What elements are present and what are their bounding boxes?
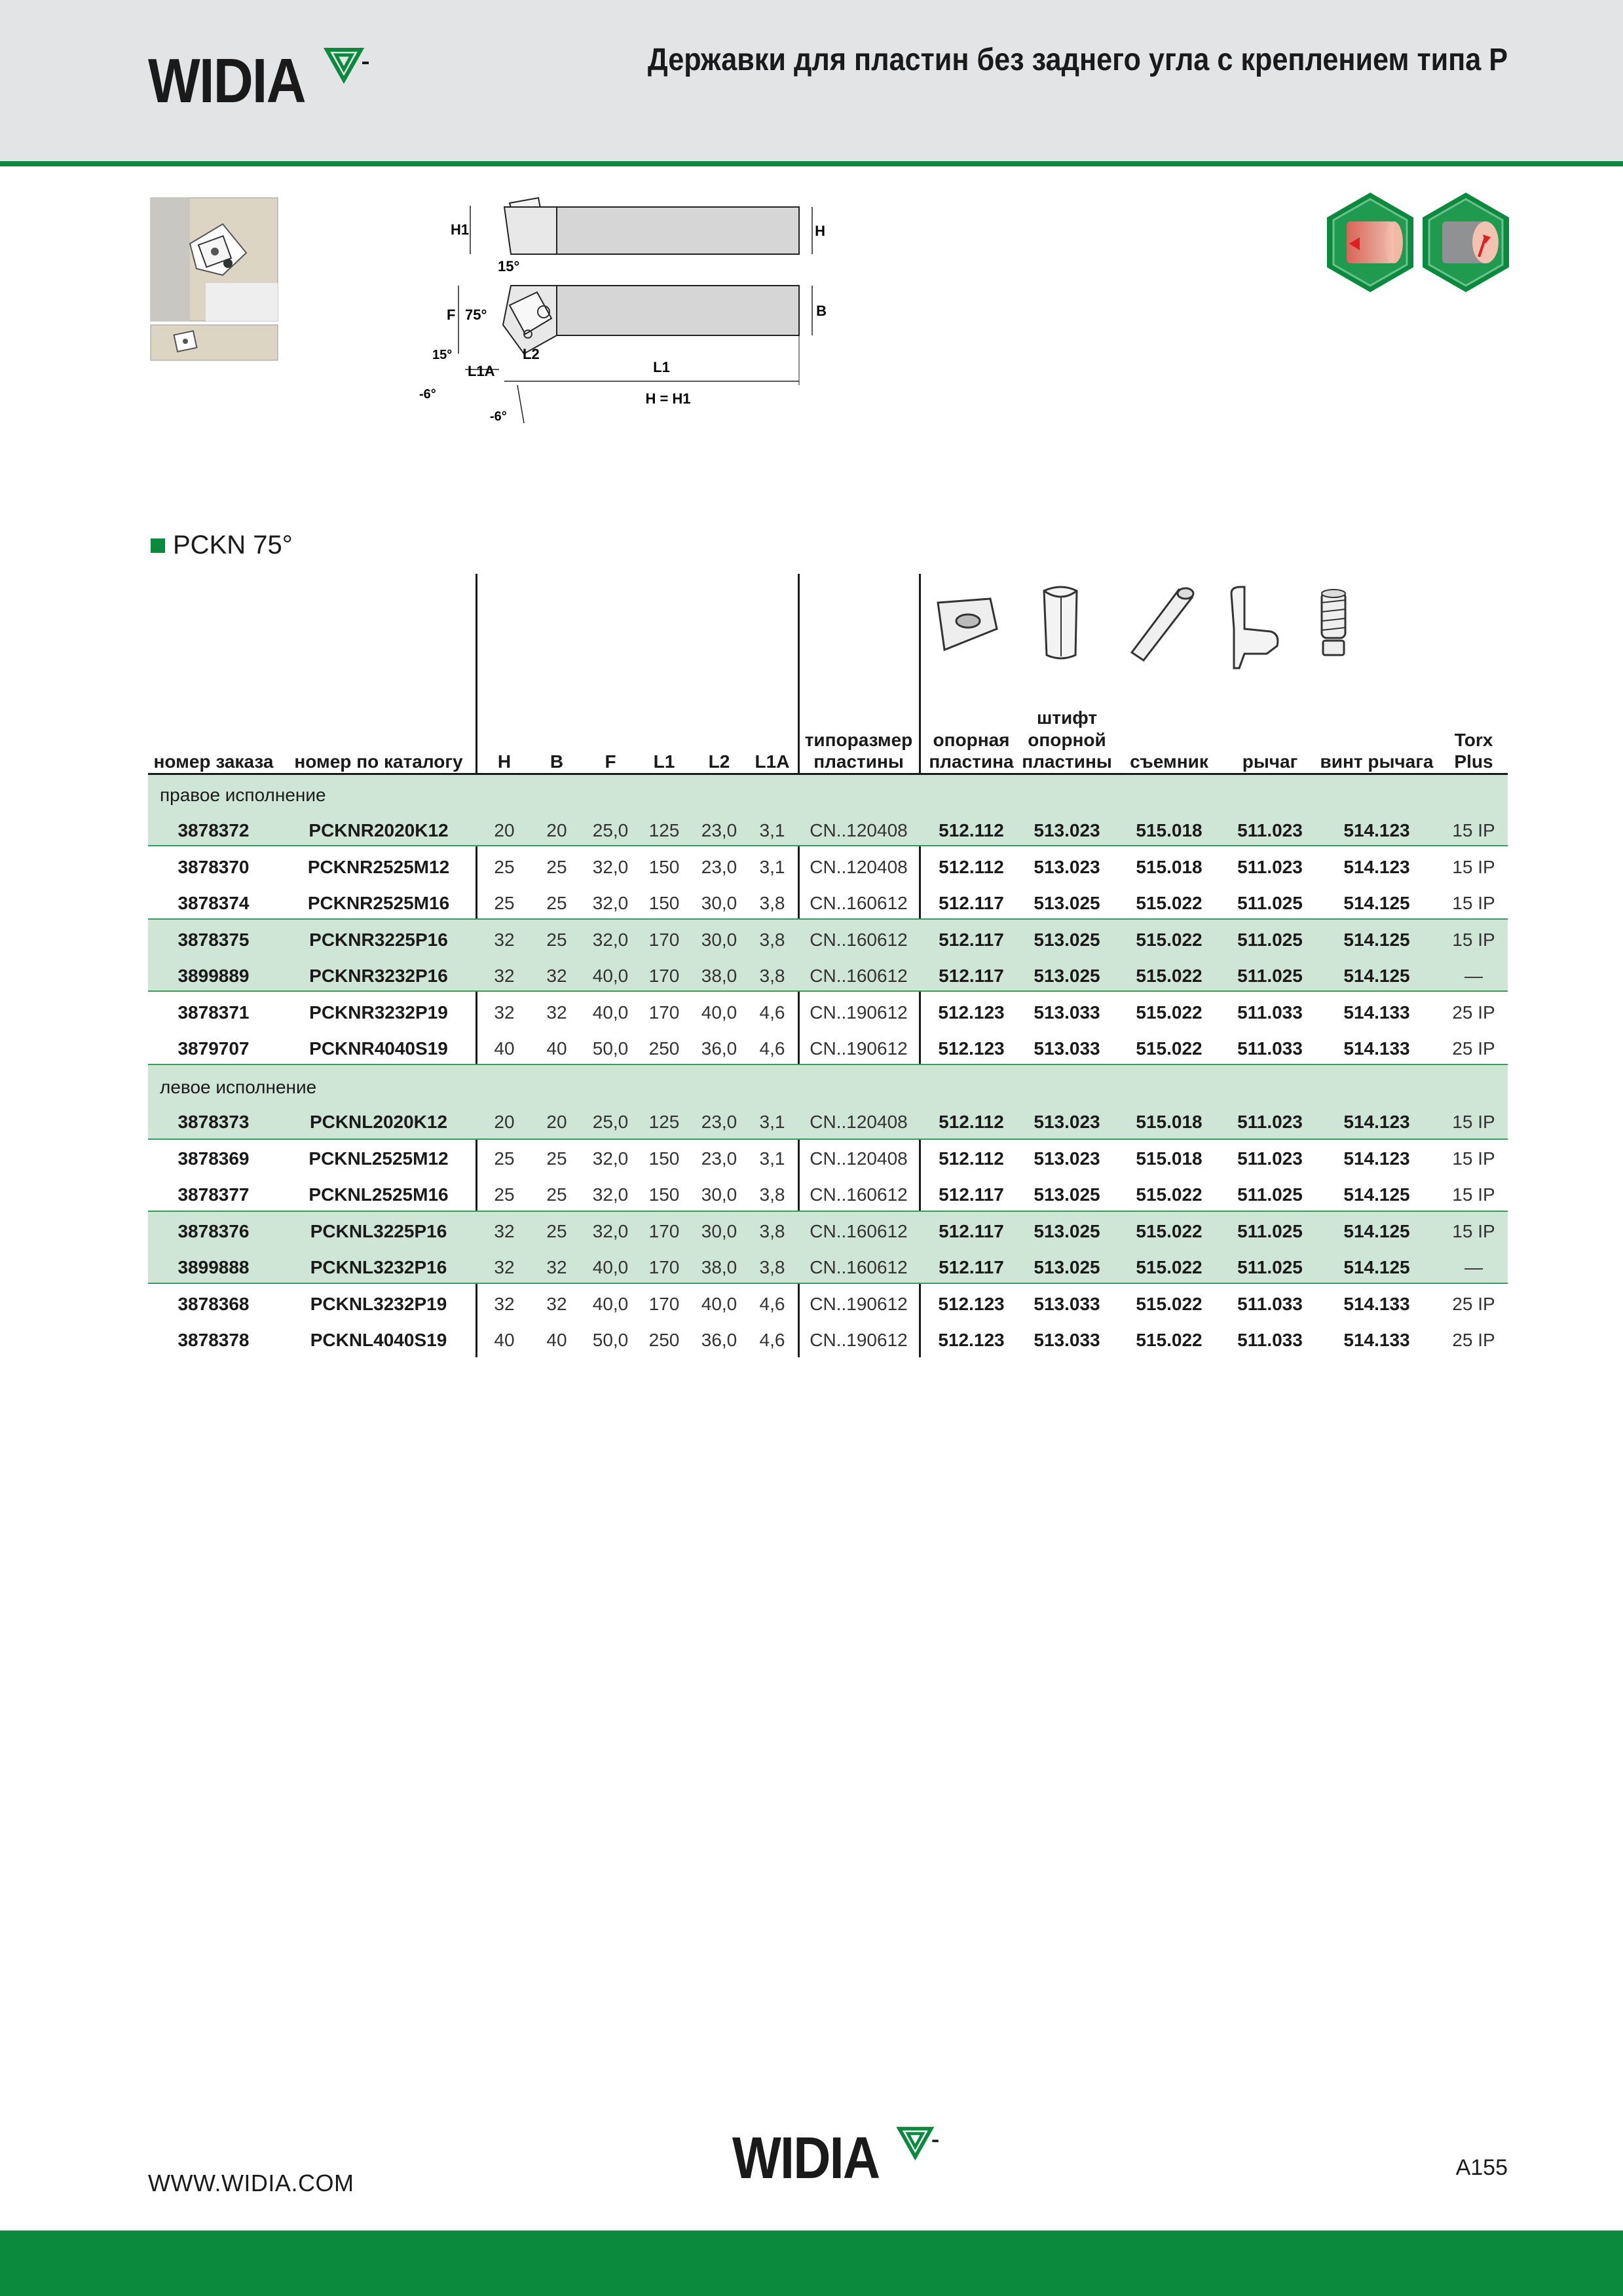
- cell-lever: 511.025: [1237, 929, 1303, 950]
- cell-ins: CN..120408: [810, 820, 908, 840]
- cell-h: 20: [494, 820, 515, 840]
- cell-shim: 512.112: [939, 856, 1004, 877]
- table-row: [0, 958, 1623, 994]
- cell-h: 25: [494, 1184, 515, 1205]
- cell-l1: 125: [648, 820, 680, 840]
- cell-ins: CN..120408: [810, 856, 908, 877]
- table-row: [0, 1140, 1623, 1176]
- cell-lever: 511.023: [1237, 1112, 1303, 1132]
- header-h: H: [497, 751, 512, 772]
- table-header: [0, 701, 1623, 773]
- cell-h: 32: [494, 1257, 515, 1277]
- cell-order: 3878370: [177, 856, 250, 877]
- footer-widia-logo: [732, 2126, 940, 2191]
- cell-l1a: 3,1: [759, 856, 785, 877]
- cell-l1a: 3,8: [759, 1184, 785, 1205]
- cell-shim: 512.123: [938, 1330, 1005, 1350]
- cell-pin: 513.025: [1034, 893, 1100, 913]
- cell-h: 32: [494, 929, 515, 950]
- cell-torx: 25 IP: [1452, 1293, 1495, 1314]
- cell-l2: 40,0: [701, 1293, 737, 1314]
- cell-cat: PCKNR2525M16: [307, 893, 450, 913]
- cell-lever: 511.033: [1237, 1038, 1303, 1059]
- table-row: [0, 1104, 1623, 1140]
- cell-ins: CN..190612: [810, 1293, 908, 1314]
- cell-order: 3878375: [177, 929, 250, 950]
- cell-l1: 170: [648, 1257, 680, 1277]
- cell-lever: 511.023: [1237, 1148, 1303, 1169]
- cell-cat: PCKNR3232P16: [309, 966, 448, 986]
- cell-screw: 514.123: [1343, 856, 1410, 877]
- cell-f: 40,0: [592, 1257, 629, 1277]
- cell-b: 25: [546, 1148, 567, 1169]
- cell-b: 25: [546, 893, 567, 913]
- cell-screw: 514.125: [1343, 1184, 1410, 1205]
- cell-ins: CN..160612: [810, 929, 908, 950]
- cell-l1: 170: [648, 1002, 680, 1023]
- cell-l2: 23,0: [701, 1148, 737, 1169]
- cell-shim: 512.112: [939, 1112, 1004, 1132]
- cell-cat: PCKNL3225P16: [310, 1220, 447, 1241]
- cell-b: 25: [546, 856, 567, 877]
- cell-l2: 36,0: [701, 1330, 737, 1350]
- label-l1a: L1A: [468, 363, 495, 379]
- cell-l1a: 3,1: [759, 1148, 785, 1169]
- cell-pin: 513.023: [1034, 1148, 1100, 1169]
- cell-b: 32: [546, 966, 567, 986]
- cell-f: 25,0: [592, 820, 629, 840]
- cell-pin: 513.033: [1034, 1293, 1100, 1314]
- widia-triangle-logo-icon: [324, 46, 370, 85]
- cell-screw: 514.125: [1343, 929, 1410, 950]
- cell-f: 32,0: [592, 856, 629, 877]
- cell-cat: PCKNL3232P19: [310, 1293, 447, 1314]
- cell-lever: 511.025: [1237, 1257, 1303, 1277]
- lever-icon: [1231, 587, 1278, 668]
- cell-shim: 512.117: [939, 1257, 1004, 1277]
- cell-lever: 511.023: [1237, 820, 1303, 840]
- cell-cat: PCKNR4040S19: [309, 1038, 448, 1059]
- cell-cat: PCKNL2020K12: [309, 1112, 448, 1132]
- cell-screw: 514.125: [1343, 966, 1410, 986]
- cell-torx: 15 IP: [1452, 1184, 1495, 1205]
- cell-shim: 512.117: [939, 1184, 1004, 1205]
- table-row: [0, 1286, 1623, 1322]
- cell-b: 32: [546, 1257, 567, 1277]
- holder-dimension-diagram: [413, 194, 827, 436]
- cell-l2: 23,0: [701, 820, 737, 840]
- cell-b: 40: [546, 1038, 567, 1059]
- cell-screw: 514.133: [1343, 1002, 1410, 1023]
- cell-f: 25,0: [592, 1112, 629, 1132]
- cell-l2: 38,0: [701, 1257, 737, 1277]
- cell-f: 40,0: [592, 966, 629, 986]
- group-bg: [148, 775, 1508, 811]
- cell-order: 3879707: [177, 1038, 250, 1059]
- label-angle15a: 15°: [498, 258, 520, 274]
- cell-h: 25: [494, 856, 515, 877]
- header-lever-screw: винт рычага: [1320, 751, 1434, 772]
- cell-ins: CN..190612: [810, 1038, 908, 1059]
- spare-parts-icons: [930, 583, 1506, 675]
- cell-f: 32,0: [592, 1184, 629, 1205]
- cell-l2: 36,0: [701, 1038, 737, 1059]
- cell-ext: 515.018: [1136, 1112, 1203, 1132]
- cell-torx: 15 IP: [1452, 856, 1495, 877]
- cell-torx: —: [1464, 1257, 1483, 1277]
- cell-shim: 512.117: [939, 893, 1004, 913]
- cell-l1: 125: [648, 1112, 680, 1132]
- header-l1: L1: [653, 751, 675, 772]
- header-divider: [0, 161, 1623, 166]
- footer-brand-name: WIDIA: [732, 2126, 880, 2191]
- label-h1: H1: [450, 221, 470, 238]
- cell-cat: PCKNR3225P16: [309, 929, 448, 950]
- cell-l1a: 3,8: [759, 1220, 785, 1241]
- cell-h: 40: [494, 1330, 515, 1350]
- cell-ext: 515.022: [1136, 1038, 1203, 1059]
- cell-l1: 170: [648, 929, 680, 950]
- cell-lever: 511.025: [1237, 1184, 1303, 1205]
- footer-widia-triangle-icon: [897, 2125, 940, 2162]
- label-neg6b: -6°: [490, 409, 507, 424]
- lever-screw-icon: [1322, 590, 1345, 655]
- cell-ext: 515.022: [1136, 1184, 1203, 1205]
- holder-photo-image: [151, 198, 278, 360]
- section-title: PCKN 75°: [173, 531, 293, 559]
- label-angle15b: 15°: [432, 348, 453, 362]
- cell-b: 32: [546, 1293, 567, 1314]
- label-h-eq-h1: H = H1: [645, 390, 691, 407]
- cell-b: 20: [546, 1112, 567, 1132]
- cell-cat: PCKNR2020K12: [308, 820, 449, 840]
- header-lever: рычаг: [1242, 751, 1298, 772]
- label-l1: L1: [653, 359, 670, 375]
- cell-l1a: 3,8: [759, 966, 785, 986]
- cell-cat: PCKNL2525M16: [308, 1184, 449, 1205]
- cell-torx: —: [1464, 966, 1483, 986]
- cell-order: 3878368: [177, 1293, 250, 1314]
- cell-b: 25: [546, 1220, 567, 1241]
- cell-cat: PCKNL2525M12: [308, 1148, 449, 1169]
- table-row: [0, 1249, 1623, 1285]
- cell-order: 3878377: [177, 1184, 250, 1205]
- cell-h: 32: [494, 1220, 515, 1241]
- cell-b: 25: [546, 929, 567, 950]
- cell-l1: 170: [648, 1220, 680, 1241]
- cell-ext: 515.022: [1136, 1002, 1203, 1023]
- cell-f: 32,0: [592, 1220, 629, 1241]
- external-turning-icon: [1327, 193, 1413, 292]
- cell-l1a: 4,6: [759, 1038, 785, 1059]
- section-bullet: [151, 538, 165, 553]
- cell-order: 3878369: [177, 1148, 250, 1169]
- cell-l2: 30,0: [701, 1184, 737, 1205]
- cell-f: 32,0: [592, 893, 629, 913]
- page-title: Державки для пластин без заднего угла с креплением типа P: [647, 43, 1508, 77]
- table-row: [0, 922, 1623, 958]
- cell-f: 50,0: [592, 1330, 629, 1350]
- cell-l1: 150: [648, 1148, 680, 1169]
- cell-torx: 15 IP: [1452, 820, 1495, 840]
- cell-l2: 30,0: [701, 929, 737, 950]
- cell-order: 3878376: [177, 1220, 250, 1241]
- cell-shim: 512.123: [938, 1002, 1005, 1023]
- cell-ext: 515.022: [1136, 1257, 1203, 1277]
- cell-f: 40,0: [592, 1002, 629, 1023]
- header-extractor: съемник: [1130, 751, 1208, 772]
- cell-h: 32: [494, 1002, 515, 1023]
- cell-ext: 515.022: [1136, 893, 1203, 913]
- cell-order: 3899888: [177, 1257, 250, 1277]
- cell-screw: 514.125: [1343, 1220, 1410, 1241]
- header-order-no: номер заказа: [153, 751, 274, 772]
- cell-ins: CN..190612: [810, 1002, 908, 1023]
- cell-lever: 511.023: [1237, 856, 1303, 877]
- cell-l2: 23,0: [701, 856, 737, 877]
- label-angle75: 75°: [465, 307, 487, 323]
- cell-order: 3878373: [177, 1112, 250, 1132]
- cell-torx: 25 IP: [1452, 1038, 1495, 1059]
- cell-screw: 514.125: [1343, 1257, 1410, 1277]
- table-row: [0, 1030, 1623, 1066]
- table-row: [0, 994, 1623, 1030]
- cell-shim: 512.112: [939, 1148, 1004, 1169]
- cell-l2: 30,0: [701, 1220, 737, 1241]
- cell-screw: 514.123: [1343, 820, 1410, 840]
- cell-l1: 150: [648, 856, 680, 877]
- shim-pin-icon: [1044, 587, 1077, 658]
- cell-f: 50,0: [592, 1038, 629, 1059]
- brand-name: WIDIA: [148, 46, 305, 116]
- cell-order: 3878371: [177, 1002, 250, 1023]
- cell-ins: CN..160612: [810, 1184, 908, 1205]
- cell-l1: 250: [648, 1038, 680, 1059]
- cell-screw: 514.133: [1343, 1293, 1410, 1314]
- cell-torx: 15 IP: [1452, 929, 1495, 950]
- cell-b: 20: [546, 820, 567, 840]
- table-row: [0, 1213, 1623, 1249]
- header-l2: L2: [708, 751, 730, 772]
- cell-ext: 515.022: [1136, 1330, 1203, 1350]
- right-hand-label: правое исполнение: [160, 785, 326, 805]
- cell-h: 25: [494, 1148, 515, 1169]
- cell-screw: 514.125: [1343, 893, 1410, 913]
- cell-l1a: 3,8: [759, 929, 785, 950]
- cell-l1: 250: [648, 1330, 680, 1350]
- cell-l1a: 3,8: [759, 1257, 785, 1277]
- table-row: [0, 849, 1623, 885]
- header-shim: опорная пластина: [929, 729, 1014, 772]
- cell-torx: 25 IP: [1452, 1330, 1495, 1350]
- cell-ext: 515.018: [1136, 1148, 1203, 1169]
- cell-cat: PCKNL3232P16: [310, 1257, 447, 1277]
- cell-shim: 512.117: [939, 1220, 1004, 1241]
- cell-cat: PCKNR3232P19: [309, 1002, 448, 1023]
- footer-bar: [0, 2230, 1623, 2296]
- website-url[interactable]: WWW.WIDIA.COM: [148, 2170, 354, 2196]
- shim-icon: [938, 599, 997, 650]
- header-catalog-no: номер по каталогу: [294, 751, 463, 772]
- cell-l1a: 3,1: [759, 820, 785, 840]
- label-h: H: [815, 223, 825, 239]
- label-neg6a: -6°: [419, 387, 436, 402]
- cell-pin: 513.025: [1034, 929, 1100, 950]
- header-f: F: [605, 751, 616, 772]
- cell-order: 3878378: [177, 1330, 250, 1350]
- table-row: [0, 885, 1623, 921]
- section-heading: [151, 531, 293, 560]
- cell-ins: CN..120408: [810, 1112, 908, 1132]
- header-shim-pin: штифт опорной пластины: [1022, 707, 1112, 772]
- cell-b: 25: [546, 1184, 567, 1205]
- cell-shim: 512.112: [939, 820, 1004, 840]
- extractor-icon: [1132, 588, 1193, 660]
- cell-torx: 15 IP: [1452, 893, 1495, 913]
- machining-application-icons: [1324, 191, 1514, 296]
- cell-pin: 513.023: [1034, 1112, 1100, 1132]
- cell-lever: 511.033: [1237, 1002, 1303, 1023]
- cell-ins: CN..160612: [810, 1257, 908, 1277]
- cell-torx: 25 IP: [1452, 1002, 1495, 1023]
- cell-lever: 511.025: [1237, 893, 1303, 913]
- cell-h: 20: [494, 1112, 515, 1132]
- table-row: [0, 1176, 1623, 1213]
- cell-f: 32,0: [592, 929, 629, 950]
- cell-torx: 15 IP: [1452, 1112, 1495, 1132]
- cell-cat: PCKNR2525M12: [307, 856, 450, 877]
- cell-lever: 511.025: [1237, 1220, 1303, 1241]
- cell-l2: 23,0: [701, 1112, 737, 1132]
- label-b: B: [816, 303, 827, 319]
- cell-torx: 15 IP: [1452, 1220, 1495, 1241]
- cell-screw: 514.123: [1343, 1112, 1410, 1132]
- cell-lever: 511.033: [1237, 1293, 1303, 1314]
- cell-cat: PCKNL4040S19: [310, 1330, 447, 1350]
- cell-ext: 515.018: [1136, 856, 1203, 877]
- page-number: A155: [1455, 2155, 1508, 2180]
- cell-ext: 515.022: [1136, 929, 1203, 950]
- cell-lever: 511.025: [1237, 966, 1303, 986]
- cell-pin: 513.025: [1034, 966, 1100, 986]
- cell-shim: 512.117: [939, 929, 1004, 950]
- header-b: B: [550, 751, 564, 772]
- header-torx: Torx Plus: [1454, 729, 1493, 772]
- cell-pin: 513.025: [1034, 1184, 1100, 1205]
- cell-ext: 515.022: [1136, 1220, 1203, 1241]
- cell-torx: 15 IP: [1452, 1148, 1495, 1169]
- page-header: [0, 0, 1623, 161]
- cell-ins: CN..160612: [810, 1220, 908, 1241]
- cell-screw: 514.123: [1343, 1148, 1410, 1169]
- table-row: [0, 1322, 1623, 1358]
- cell-h: 25: [494, 893, 515, 913]
- cell-l1a: 3,1: [759, 1112, 785, 1132]
- cell-shim: 512.117: [939, 966, 1004, 986]
- cell-h: 40: [494, 1038, 515, 1059]
- cell-l1: 150: [648, 893, 680, 913]
- cell-ext: 515.022: [1136, 966, 1203, 986]
- cell-ins: CN..160612: [810, 893, 908, 913]
- widia-logo: [148, 46, 370, 116]
- cell-l2: 40,0: [701, 1002, 737, 1023]
- cell-ins: CN..190612: [810, 1330, 908, 1350]
- cell-order: 3899889: [177, 966, 250, 986]
- cell-f: 32,0: [592, 1148, 629, 1169]
- cell-l1a: 3,8: [759, 893, 785, 913]
- cell-l2: 38,0: [701, 966, 737, 986]
- header-insert-size: типоразмер пластины: [804, 729, 913, 772]
- cell-shim: 512.123: [938, 1293, 1005, 1314]
- cell-f: 40,0: [592, 1293, 629, 1314]
- label-l2: L2: [523, 346, 540, 362]
- cell-l1: 170: [648, 1293, 680, 1314]
- cell-order: 3878374: [177, 893, 250, 913]
- cell-b: 32: [546, 1002, 567, 1023]
- facing-icon: [1423, 193, 1509, 292]
- cell-l1a: 4,6: [759, 1002, 785, 1023]
- cell-l1a: 4,6: [759, 1293, 785, 1314]
- cell-ins: CN..120408: [810, 1148, 908, 1169]
- cell-ext: 515.018: [1136, 820, 1203, 840]
- cell-screw: 514.133: [1343, 1330, 1410, 1350]
- cell-h: 32: [494, 966, 515, 986]
- cell-pin: 513.025: [1034, 1220, 1100, 1241]
- cell-ext: 515.022: [1136, 1293, 1203, 1314]
- cell-pin: 513.033: [1034, 1002, 1100, 1023]
- cell-l1: 150: [648, 1184, 680, 1205]
- cell-pin: 513.025: [1034, 1257, 1100, 1277]
- cell-order: 3878372: [177, 820, 250, 840]
- label-f: F: [447, 307, 456, 323]
- cell-pin: 513.033: [1034, 1330, 1100, 1350]
- header-l1a: L1A: [755, 751, 790, 772]
- cell-screw: 514.133: [1343, 1038, 1410, 1059]
- cell-shim: 512.123: [938, 1038, 1005, 1059]
- cell-l1: 170: [648, 966, 680, 986]
- cell-pin: 513.033: [1034, 1038, 1100, 1059]
- cell-b: 40: [546, 1330, 567, 1350]
- cell-pin: 513.023: [1034, 820, 1100, 840]
- table-row: [0, 812, 1623, 848]
- cell-ins: CN..160612: [810, 966, 908, 986]
- cell-h: 32: [494, 1293, 515, 1314]
- left-hand-label: левое исполнение: [160, 1077, 317, 1097]
- cell-pin: 513.023: [1034, 856, 1100, 877]
- cell-l2: 30,0: [701, 893, 737, 913]
- cell-l1a: 4,6: [759, 1330, 785, 1350]
- cell-lever: 511.033: [1237, 1330, 1303, 1350]
